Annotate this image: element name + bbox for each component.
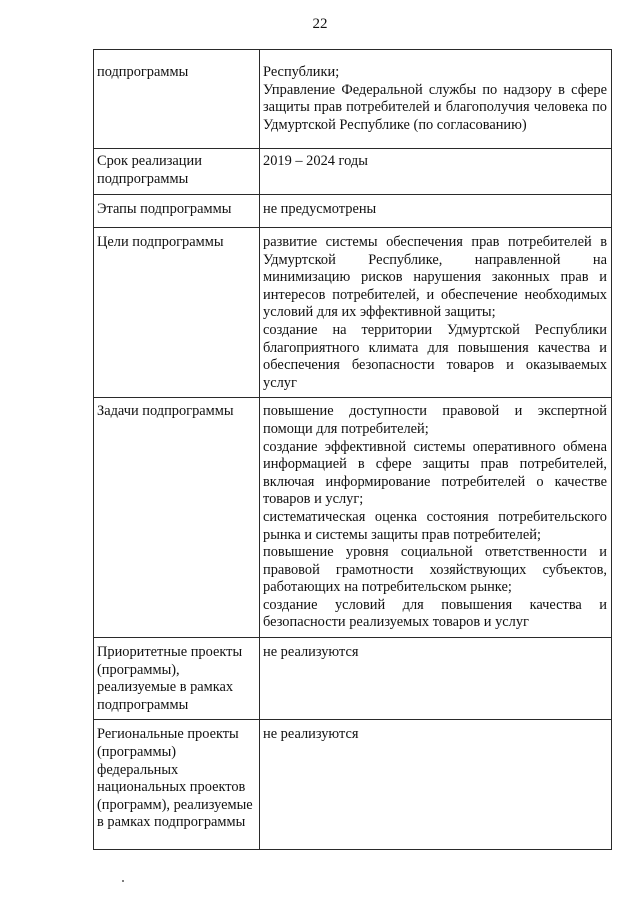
subprogram-passport-table [93, 49, 612, 850]
row-value [260, 50, 612, 149]
value-paragraph: систематическая оценка состояния потребительского рынка и системы защиты прав потребителей; [263, 508, 607, 543]
row-label: подпрограммы [94, 50, 260, 149]
value-paragraph: не реализуются [263, 644, 359, 661]
value-paragraph: создание на территории Удмуртской Республики благоприятного климата для повышения качества и обеспечения безопасности товаров и оказываемых услуг [263, 321, 607, 391]
table-row-priority-projects [94, 638, 612, 720]
scan-speck [122, 880, 124, 882]
table-row-goals [94, 228, 612, 398]
row-label: Региональные проекты (программы) федеральных национальных проектов (программ), реализуемые в рамках подпрограммы [94, 720, 260, 850]
table-row-regional-projects [94, 720, 612, 850]
row-value [260, 398, 612, 638]
row-value [260, 149, 612, 195]
row-label: Задачи подпрограммы [94, 398, 260, 638]
table-row-tasks [94, 398, 612, 638]
value-paragraph: 2019 – 2024 годы [263, 153, 368, 169]
value-paragraph: развитие системы обеспечения прав потребителей в Удмуртской Республике, направленной на минимизацию рисков нарушения законных прав и интересов потребителей, и обеспечение необходимых условий для их эффективной защиты; [263, 234, 607, 321]
value-paragraph: повышение доступности правовой и экспертной помощи для потребителей; [263, 403, 607, 437]
row-value [260, 195, 612, 228]
row-label: Этапы подпрограммы [94, 195, 260, 228]
row-value [260, 228, 612, 398]
row-label: Цели подпрограммы [94, 228, 260, 398]
value-paragraph: Управление Федеральной службы по надзору в сфере защиты прав потребителей и благополучия человека по Удмуртской Республике (по согласованию) [263, 81, 607, 133]
table-row-term [94, 149, 612, 195]
row-label: Срок реализации подпрограммы [94, 149, 260, 195]
page-number: 22 [312, 16, 328, 32]
table-row-responsible [94, 50, 612, 149]
row-label: Приоритетные проекты (программы), реализуемые в рамках подпрограммы [94, 638, 260, 720]
value-paragraph: не реализуются [263, 726, 359, 743]
value-paragraph: повышение уровня социальной ответственности и правовой грамотности хозяйствующих субъектов, работающих на потребительском рынке; [263, 544, 607, 596]
value-paragraph: не предусмотрены [263, 201, 377, 217]
value-paragraph: создание эффективной системы оперативного обмена информацией в сфере защиты прав потребителей, включая информирование потребителей о качестве товаров и услуг; [263, 438, 607, 508]
row-value [260, 638, 612, 720]
value-paragraph: создание условий для повышения качества и безопасности реализуемых товаров и услуг [263, 596, 607, 631]
row-value [260, 720, 612, 850]
value-paragraph: Республики; [263, 64, 340, 80]
table-row-stages [94, 195, 612, 228]
